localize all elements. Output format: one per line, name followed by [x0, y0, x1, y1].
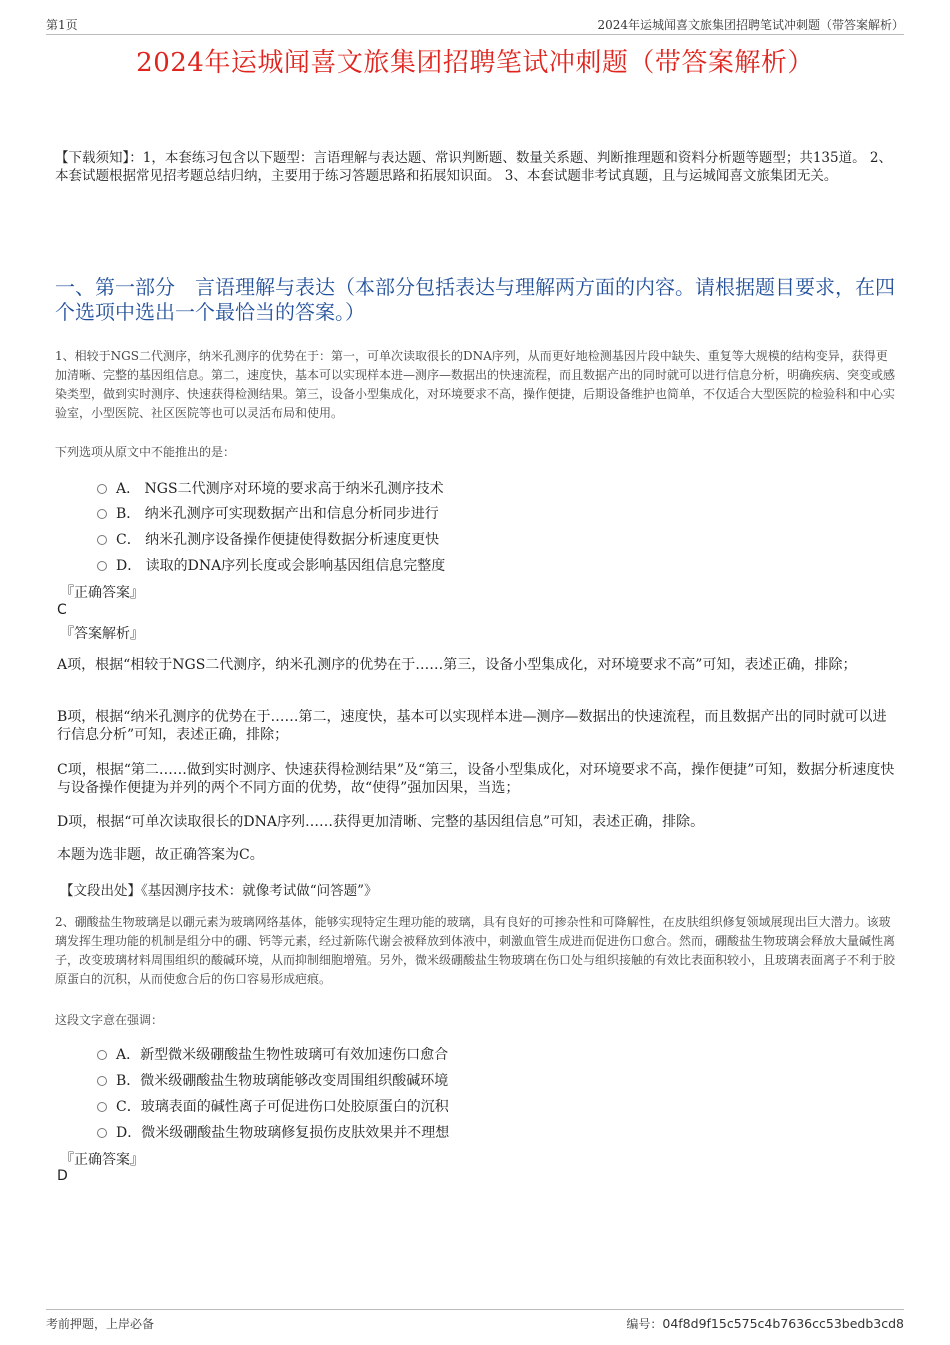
question-2-answer-label: 『正确答案』 [60, 1152, 144, 1168]
radio-icon[interactable] [97, 535, 107, 545]
download-notice: 【下载须知】：1，本套练习包含以下题型：言语理解与表达题、常识判断题、数量关系题、判断推理题和资料分析题等题型；共135道。 2、本套试题根据常见招考题总结归纳，主要用于练习答题思路和拓展知识面。 3、本套试题非考试真题，且与运城闻喜文旅集团无关。 [55, 150, 892, 184]
analysis-item-b: B项，根据“纳米孔测序的优势在于……第二，速度快，基本可以实现样本进—测序—数据出的快速流程，而且数据产出的同时就可以进行信息分析”可知，表述正确，排除； [57, 709, 887, 743]
page-header [46, 14, 904, 35]
radio-icon[interactable] [97, 484, 107, 494]
question-1-option-a[interactable] [97, 478, 444, 498]
footer-code: 04f8d9f15c575c4b7636cc53bedb3cd8 [662, 1316, 904, 1331]
question-1-prompt: 下列选项从原文中不能推出的是： [55, 445, 236, 459]
question-1-source: 【文段出处】《基因测序技术：就像考试做“问答题”》 [60, 883, 378, 899]
analysis-item-d: D项，根据“可单次读取很长的DNA序列……获得更加清晰、完整的基因组信息”可知，表述正确，排除。 [57, 814, 705, 830]
option-label: B． 纳米孔测序可实现数据产出和信息分析同步进行 [116, 506, 439, 522]
question-1-option-c[interactable] [97, 529, 439, 549]
option-label: C．玻璃表面的碱性离子可促进伤口处胶原蛋白的沉积 [116, 1099, 449, 1115]
question-2-prompt: 这段文字意在强调： [55, 1013, 164, 1027]
question-1-passage: 1、相较于NGS二代测序，纳米孔测序的优势在于：第一，可单次读取很长的DNA序列，从而更好地检测基因片段中缺失、重复等大规模的结构变异，获得更加清晰、完整的基因组信息。第二，速度快，基本可以实现样本进—测序—数据出的快速流程，而且数据产出的同时就可以进行信息分析，明确疾病、突变或感染类型，做到实时测序、快速获得检测结果。第三，设备小型集成化，对环境要求不高，操作便捷，后期设备维护也简单，不仅适合大型医院的检验科和中心实验室，小型医院、社区医院等也可以灵活布局和使用。 [55, 349, 896, 420]
option-label: B．微米级硼酸盐生物玻璃能够改变周围组织酸碱环境 [116, 1073, 449, 1089]
header-doc-title: 2024年运城闻喜文旅集团招聘笔试冲刺题（带答案解析） [597, 18, 904, 32]
section-title: 一、第一部分 言语理解与表达（本部分包括表达与理解两方面的内容。请根据题目要求，在四个选项中选出一个最恰当的答案。） [55, 275, 895, 324]
option-label: A．新型微米级硼酸盐生物性玻璃可有效加速伤口愈合 [116, 1047, 449, 1063]
analysis-item-c: C项，根据“第二……做到实时测序、快速获得检测结果”及“第三，设备小型集成化，对环境要求不高，操作便捷”可知，数据分析速度快与设备操作便捷为并列的两个不同方面的优势，故“使得”强加因果，当选； [57, 762, 895, 796]
question-1-answer: C [57, 602, 67, 618]
question-1-answer-label: 『正确答案』 [60, 585, 144, 601]
footer-code-label: 编号： [626, 1317, 663, 1331]
question-2-answer: D [57, 1168, 68, 1184]
radio-icon[interactable] [97, 1128, 107, 1138]
option-label: D．微米级硼酸盐生物玻璃修复损伤皮肤效果并不理想 [116, 1125, 450, 1141]
radio-icon[interactable] [97, 1076, 107, 1086]
page-footer [46, 1309, 904, 1332]
page-number: 第1页 [46, 18, 78, 32]
radio-icon[interactable] [97, 1102, 107, 1112]
question-2-option-b[interactable] [97, 1070, 448, 1090]
question-1-option-d[interactable] [97, 555, 445, 575]
option-label: D． 读取的DNA序列长度或会影响基因组信息完整度 [116, 558, 446, 574]
footer-code-block [626, 1315, 904, 1332]
question-2-option-d[interactable] [97, 1122, 449, 1142]
question-1-option-b[interactable] [97, 503, 439, 523]
option-label: A． NGS二代测序对环境的要求高于纳米孔测序技术 [116, 481, 444, 497]
question-1-analysis-label: 『答案解析』 [60, 626, 144, 642]
footer-slogan: 考前押题，上岸必备 [46, 1317, 155, 1331]
question-2-option-c[interactable] [97, 1096, 449, 1116]
question-2-option-a[interactable] [97, 1044, 448, 1064]
question-2-passage: 2、硼酸盐生物玻璃是以硼元素为玻璃网络基体，能够实现特定生理功能的玻璃，具有良好的可掺杂性和可降解性，在皮肤组织修复领域展现出巨大潜力。该玻璃发挥生理功能的机制是组分中的硼、钙等元素，经过新陈代谢会被释放到体液中，刺激血管生成进而促进伤口愈合。然而，硼酸盐生物玻璃会释放大量碱性离子，改变玻璃材料周围组织的酸碱环境，从而抑制细胞增殖。另外，微米级硼酸盐生物玻璃在伤口处与组织接触的有效比表面积较小，且玻璃表面离子不利于胶原蛋白的沉积，从而使愈合后的伤口容易形成疤痕。 [55, 915, 896, 986]
radio-icon[interactable] [97, 1050, 107, 1060]
analysis-conclusion: 本题为选非题，故正确答案为C。 [57, 847, 264, 863]
page-title: 2024年运城闻喜文旅集团招聘笔试冲刺题（带答案解析） [136, 48, 814, 78]
option-label: C． 纳米孔测序设备操作便捷使得数据分析速度更快 [116, 532, 440, 548]
analysis-item-a: A项，根据“相较于NGS二代测序，纳米孔测序的优势在于……第三，设备小型集成化，对环境要求不高”可知，表述正确，排除； [57, 657, 857, 673]
radio-icon[interactable] [97, 509, 107, 519]
radio-icon[interactable] [97, 561, 107, 571]
